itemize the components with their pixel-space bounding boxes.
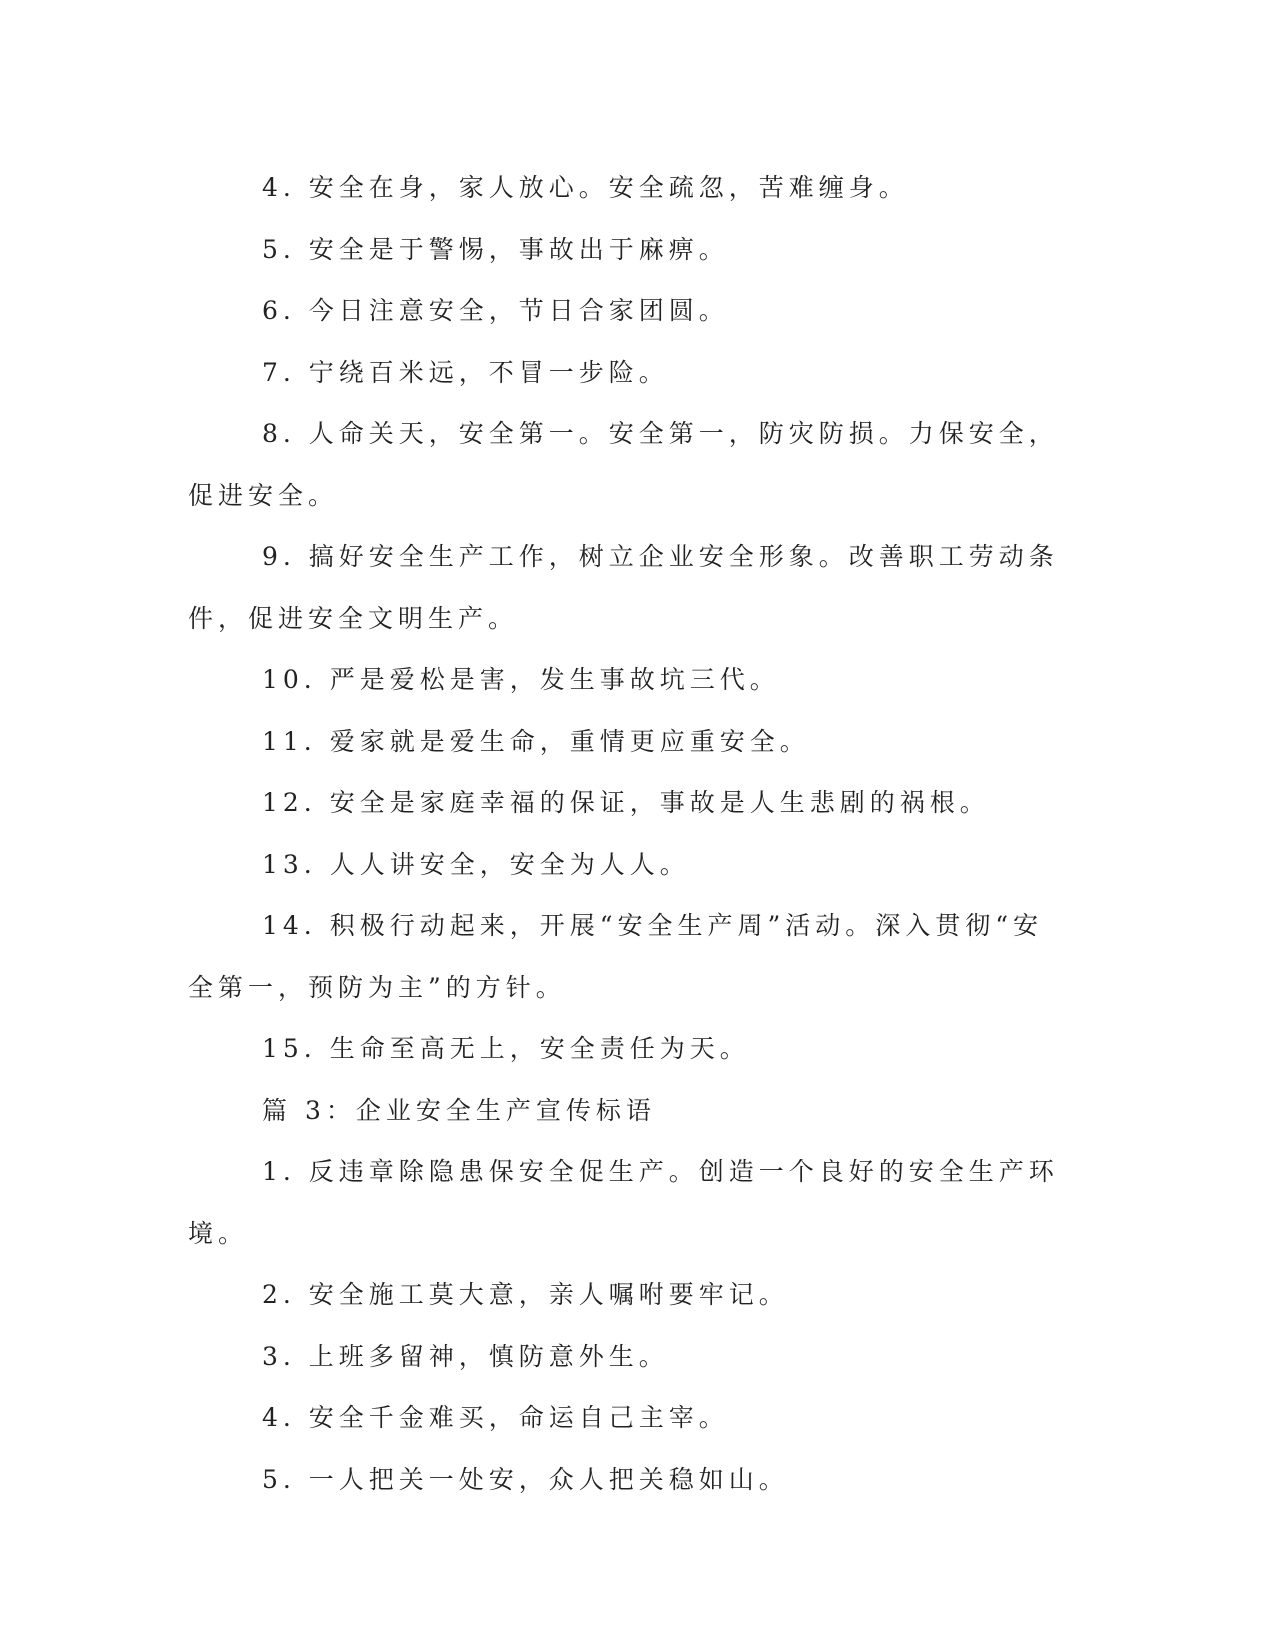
section-slogan-2: 2. 安全施工莫大意，亲人嘱咐要牢记。 — [262, 1280, 789, 1309]
slogan-paragraph-12: 12. 安全是家庭幸福的保证，事故是人生悲剧的祸根。 — [262, 788, 990, 817]
slogan-paragraph-14: 14. 积极行动起来，开展“安全生产周”活动。深入贯彻“安全第一，预防为主”的方针。 — [188, 911, 1044, 1002]
slogan-paragraph-6: 6. 今日注意安全，节日合家团圆。 — [262, 296, 729, 325]
slogan-paragraph-10: 10. 严是爱松是害，发生事故坑三代。 — [262, 665, 780, 694]
slogan-paragraph-11: 11. 爱家就是爱生命，重情更应重安全。 — [262, 726, 810, 756]
slogan-paragraph-13: 13. 人人讲安全，安全为人人。 — [262, 849, 690, 879]
section-heading: 篇 3：企业安全生产宣传标语 — [262, 1095, 656, 1125]
slogan-paragraph-9: 9. 搞好安全生产工作，树立企业安全形象。改善职工劳动条件，促进安全文明生产。 — [188, 542, 1059, 633]
section-slogan-3: 3. 上班多留神，慎防意外生。 — [262, 1341, 669, 1371]
slogan-paragraph-15: 15. 生命至高无上，安全责任为天。 — [262, 1034, 750, 1063]
slogan-paragraph-7: 7. 宁绕百米远，不冒一步险。 — [262, 357, 669, 387]
document-body — [188, 157, 1068, 1510]
section-slogan-5: 5. 一人把关一处安，众人把关稳如山。 — [262, 1464, 789, 1494]
slogan-paragraph-8: 8. 人命关天，安全第一。安全第一，防灾防损。力保安全，促进安全。 — [188, 419, 1059, 510]
slogan-paragraph-4: 4. 安全在身，家人放心。安全疏忽，苦难缠身。 — [262, 173, 909, 202]
section-slogan-4: 4. 安全千金难买，命运自己主宰。 — [262, 1403, 729, 1432]
section-slogan-1: 1. 反违章除隐患保安全促生产。创造一个良好的安全生产环境。 — [188, 1157, 1059, 1248]
slogan-paragraph-5: 5. 安全是于警惕，事故出于麻痹。 — [262, 234, 729, 264]
